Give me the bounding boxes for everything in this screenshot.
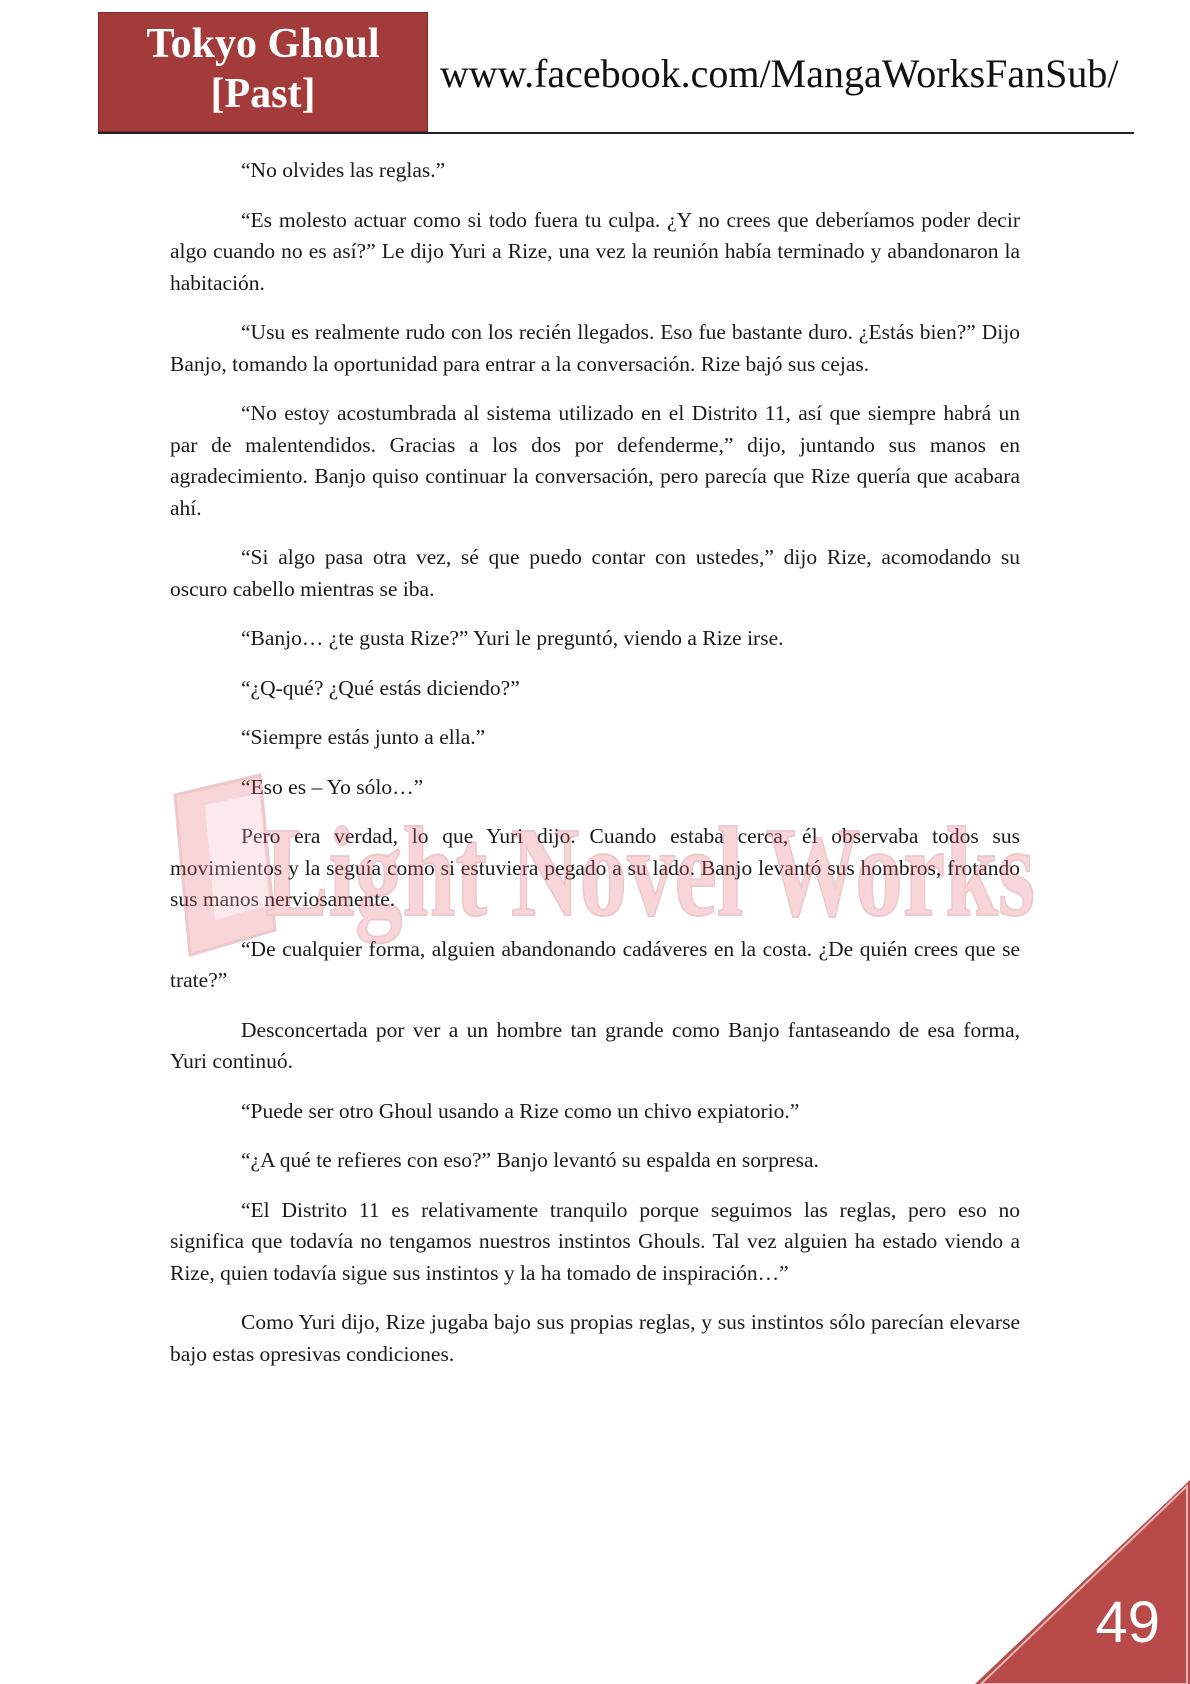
watermark-text: Light Novel Works [265, 801, 1035, 943]
paragraph: “Siempre estás junto a ella.” [241, 725, 486, 749]
paragraph: “De cualquier forma, alguien abandonando cadáveres en la costa. ¿De quién crees que se trate?” [170, 936, 1020, 992]
paragraph: “Puede ser otro Ghoul usando a Rize como un chivo expiatorio.” [241, 1098, 800, 1123]
paragraph: “No olvides las reglas.” [241, 158, 446, 182]
paragraph: “No estoy acostumbrada al sistema utilizado en el Distrito 11, así que siempre habrá un par de malentendidos. Gracias a los dos por defenderme,” dijo, juntando sus manos en agradecimiento. Banjo quiso continuar la conversación, pero parecía que Rize quería que acabara ahí. [170, 401, 1020, 520]
paragraph: Desconcertada por ver a un hombre tan grande como Banjo fantaseando de esa forma, Yuri continuó. [170, 1017, 1020, 1073]
series-title: Tokyo Ghoul [146, 21, 380, 67]
body-text [170, 155, 1020, 1388]
paragraph: “Es molesto actuar como si todo fuera tu culpa. ¿Y no crees que deberíamos poder decir algo cuando no es así?” Le dijo Yuri a Rize, una vez la reunión había terminado y abandonaron la habitación. [170, 207, 1020, 295]
paragraph: Pero era verdad, lo que Yuri dijo. Cuando estaba cerca, él observaba todos sus movimientos y la seguía como si estuviera pegado a su lado. Banjo levantó sus hombros, frotando sus manos nerviosamente. [170, 824, 1020, 911]
paragraph: “Usu es realmente rudo con los recién llegados. Eso fue bastante duro. ¿Estás bien?” Dijo Banjo, tomando la oportunidad para entrar a la conversación. Rize bajó sus cejas. [170, 320, 1020, 376]
paragraph: “¿A qué te refieres con eso?” Banjo levantó su espalda en sorpresa. [241, 1148, 819, 1172]
paragraph: “Banjo… ¿te gusta Rize?” Yuri le preguntó, viendo a Rize irse. [241, 626, 784, 650]
series-subtitle: [Past] [210, 71, 316, 117]
paragraph: “Eso es – Yo sólo…” [241, 774, 424, 799]
paragraph: “El Distrito 11 es relativamente tranquilo porque seguimos las reglas, pero eso no significa que todavía no tengamos nuestros instintos Ghouls. Tal vez alguien ha estado viendo a Rize, quien todavía sigue sus instintos y la ha tomado de inspiración…” [170, 1197, 1020, 1285]
page-number: 49 [1095, 1590, 1160, 1655]
paragraph: “¿Q-qué? ¿Qué estás diciendo?” [241, 675, 520, 700]
series-title-box [98, 12, 428, 132]
page-header [98, 12, 1134, 134]
site-url: www.facebook.com/MangaWorksFanSub/ [440, 51, 1119, 96]
paragraph: Como Yuri dijo, Rize jugaba bajo sus propias reglas, y sus instintos sólo parecían elevarse bajo estas opresivas condiciones. [170, 1310, 1020, 1366]
paragraph: “Si algo pasa otra vez, sé que puedo contar con ustedes,” dijo Rize, acomodando su oscuro cabello mientras se iba. [170, 545, 1020, 601]
